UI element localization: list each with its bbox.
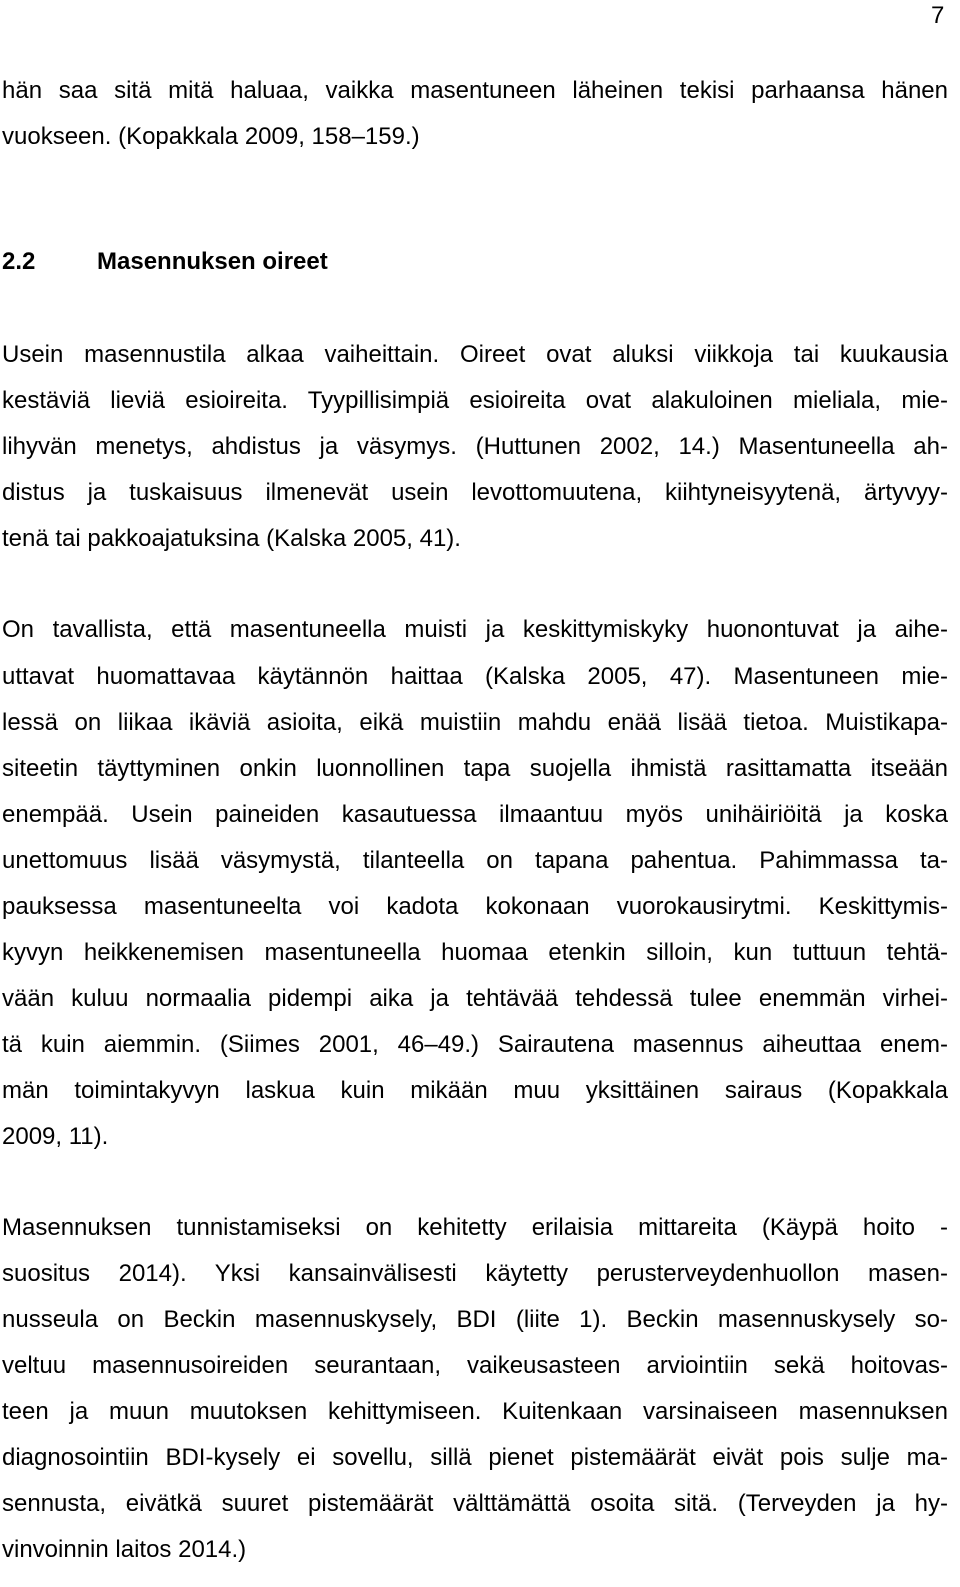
section-title: Masennuksen oireet bbox=[97, 248, 328, 275]
paragraph-line: vinvoinnin laitos 2014.) bbox=[2, 1536, 247, 1563]
paragraph-line: On tavallista, että masentuneella muisti ja keskittymiskyky huonontuvat ja aihe- bbox=[2, 616, 948, 643]
paragraph-line: uttavat huomattavaa käytännön haittaa (Kalska 2005, 47). Masentuneen mie- bbox=[2, 663, 948, 690]
paragraph-line: nusseula on Beckin masennuskysely, BDI (liite 1). Beckin masennuskysely so- bbox=[2, 1306, 948, 1333]
paragraph-line: tenä tai pakkoajatuksina (Kalska 2005, 41). bbox=[2, 525, 461, 552]
paragraph-line: suositus 2014). Yksi kansainvälisesti käytetty perusterveydenhuollon masen- bbox=[2, 1260, 948, 1287]
paragraph-line: Masennuksen tunnistamiseksi on kehitetty erilaisia mittareita (Käypä hoito - bbox=[2, 1214, 948, 1241]
paragraph-line: kestäviä lieviä esioireita. Tyypillisimpiä esioireita ovat alakuloinen mieliala, mie- bbox=[2, 387, 948, 414]
paragraph-line: tä kuin aiemmin. (Siimes 2001, 46–49.) Sairautena masennus aiheuttaa enem- bbox=[2, 1031, 948, 1058]
paragraph-line: siteetin täyttyminen onkin luonnollinen tapa suojella ihmistä rasittamatta itseään bbox=[2, 755, 948, 782]
section-number: 2.2 bbox=[2, 248, 36, 275]
paragraph-line: sennusta, eivätkä suuret pistemäärät välttämättä osoita sitä. (Terveyden ja hy- bbox=[2, 1490, 948, 1517]
page-number: 7 bbox=[931, 2, 945, 29]
paragraph-line: 2009, 11). bbox=[2, 1123, 109, 1150]
paragraph-line: distus ja tuskaisuus ilmenevät usein levottomuutena, kiihtyneisyytenä, ärtyvyy- bbox=[2, 479, 948, 506]
body-text-line: vuokseen. (Kopakkala 2009, 158–159.) bbox=[2, 123, 420, 150]
paragraph-line: kyvyn heikkenemisen masentuneella huomaa etenkin silloin, kun tuttuun tehtä- bbox=[2, 939, 948, 966]
paragraph-line: unettomuus lisää väsymystä, tilanteella on tapana pahentua. Pahimmassa ta- bbox=[2, 847, 948, 874]
body-text-line: hän saa sitä mitä haluaa, vaikka masentuneen läheinen tekisi parhaansa hänen bbox=[2, 77, 948, 104]
section-heading bbox=[2, 247, 948, 277]
paragraph-line: vään kuluu normaalia pidempi aika ja tehtävää tehdessä tulee enemmän virhei- bbox=[2, 985, 948, 1012]
paragraph-line: Usein masennustila alkaa vaiheittain. Oireet ovat aluksi viikkoja tai kuukausia bbox=[2, 341, 948, 368]
paragraph-line: diagnosointiin BDI-kysely ei sovellu, sillä pienet pistemäärät eivät pois sulje ma- bbox=[2, 1444, 948, 1471]
paragraph-line: lihyvän menetys, ahdistus ja väsymys. (Huttunen 2002, 14.) Masentuneella ah- bbox=[2, 433, 948, 460]
paragraph-line: lessä on liikaa ikäviä asioita, eikä muistiin mahdu enää lisää tietoa. Muistikapa- bbox=[2, 709, 948, 736]
paragraph-line: män toimintakyvyn laskua kuin mikään muu yksittäinen sairaus (Kopakkala bbox=[2, 1077, 948, 1104]
paragraph-line: enempää. Usein paineiden kasautuessa ilmaantuu myös unihäiriöitä ja koska bbox=[2, 801, 948, 828]
paragraph-line: teen ja muun muutoksen kehittymiseen. Kuitenkaan varsinaiseen masennuksen bbox=[2, 1398, 948, 1425]
paragraph-line: veltuu masennusoireiden seurantaan, vaikeusasteen arviointiin sekä hoitovas- bbox=[2, 1352, 948, 1379]
paragraph-line: pauksessa masentuneelta voi kadota kokonaan vuorokausirytmi. Keskittymis- bbox=[2, 893, 948, 920]
